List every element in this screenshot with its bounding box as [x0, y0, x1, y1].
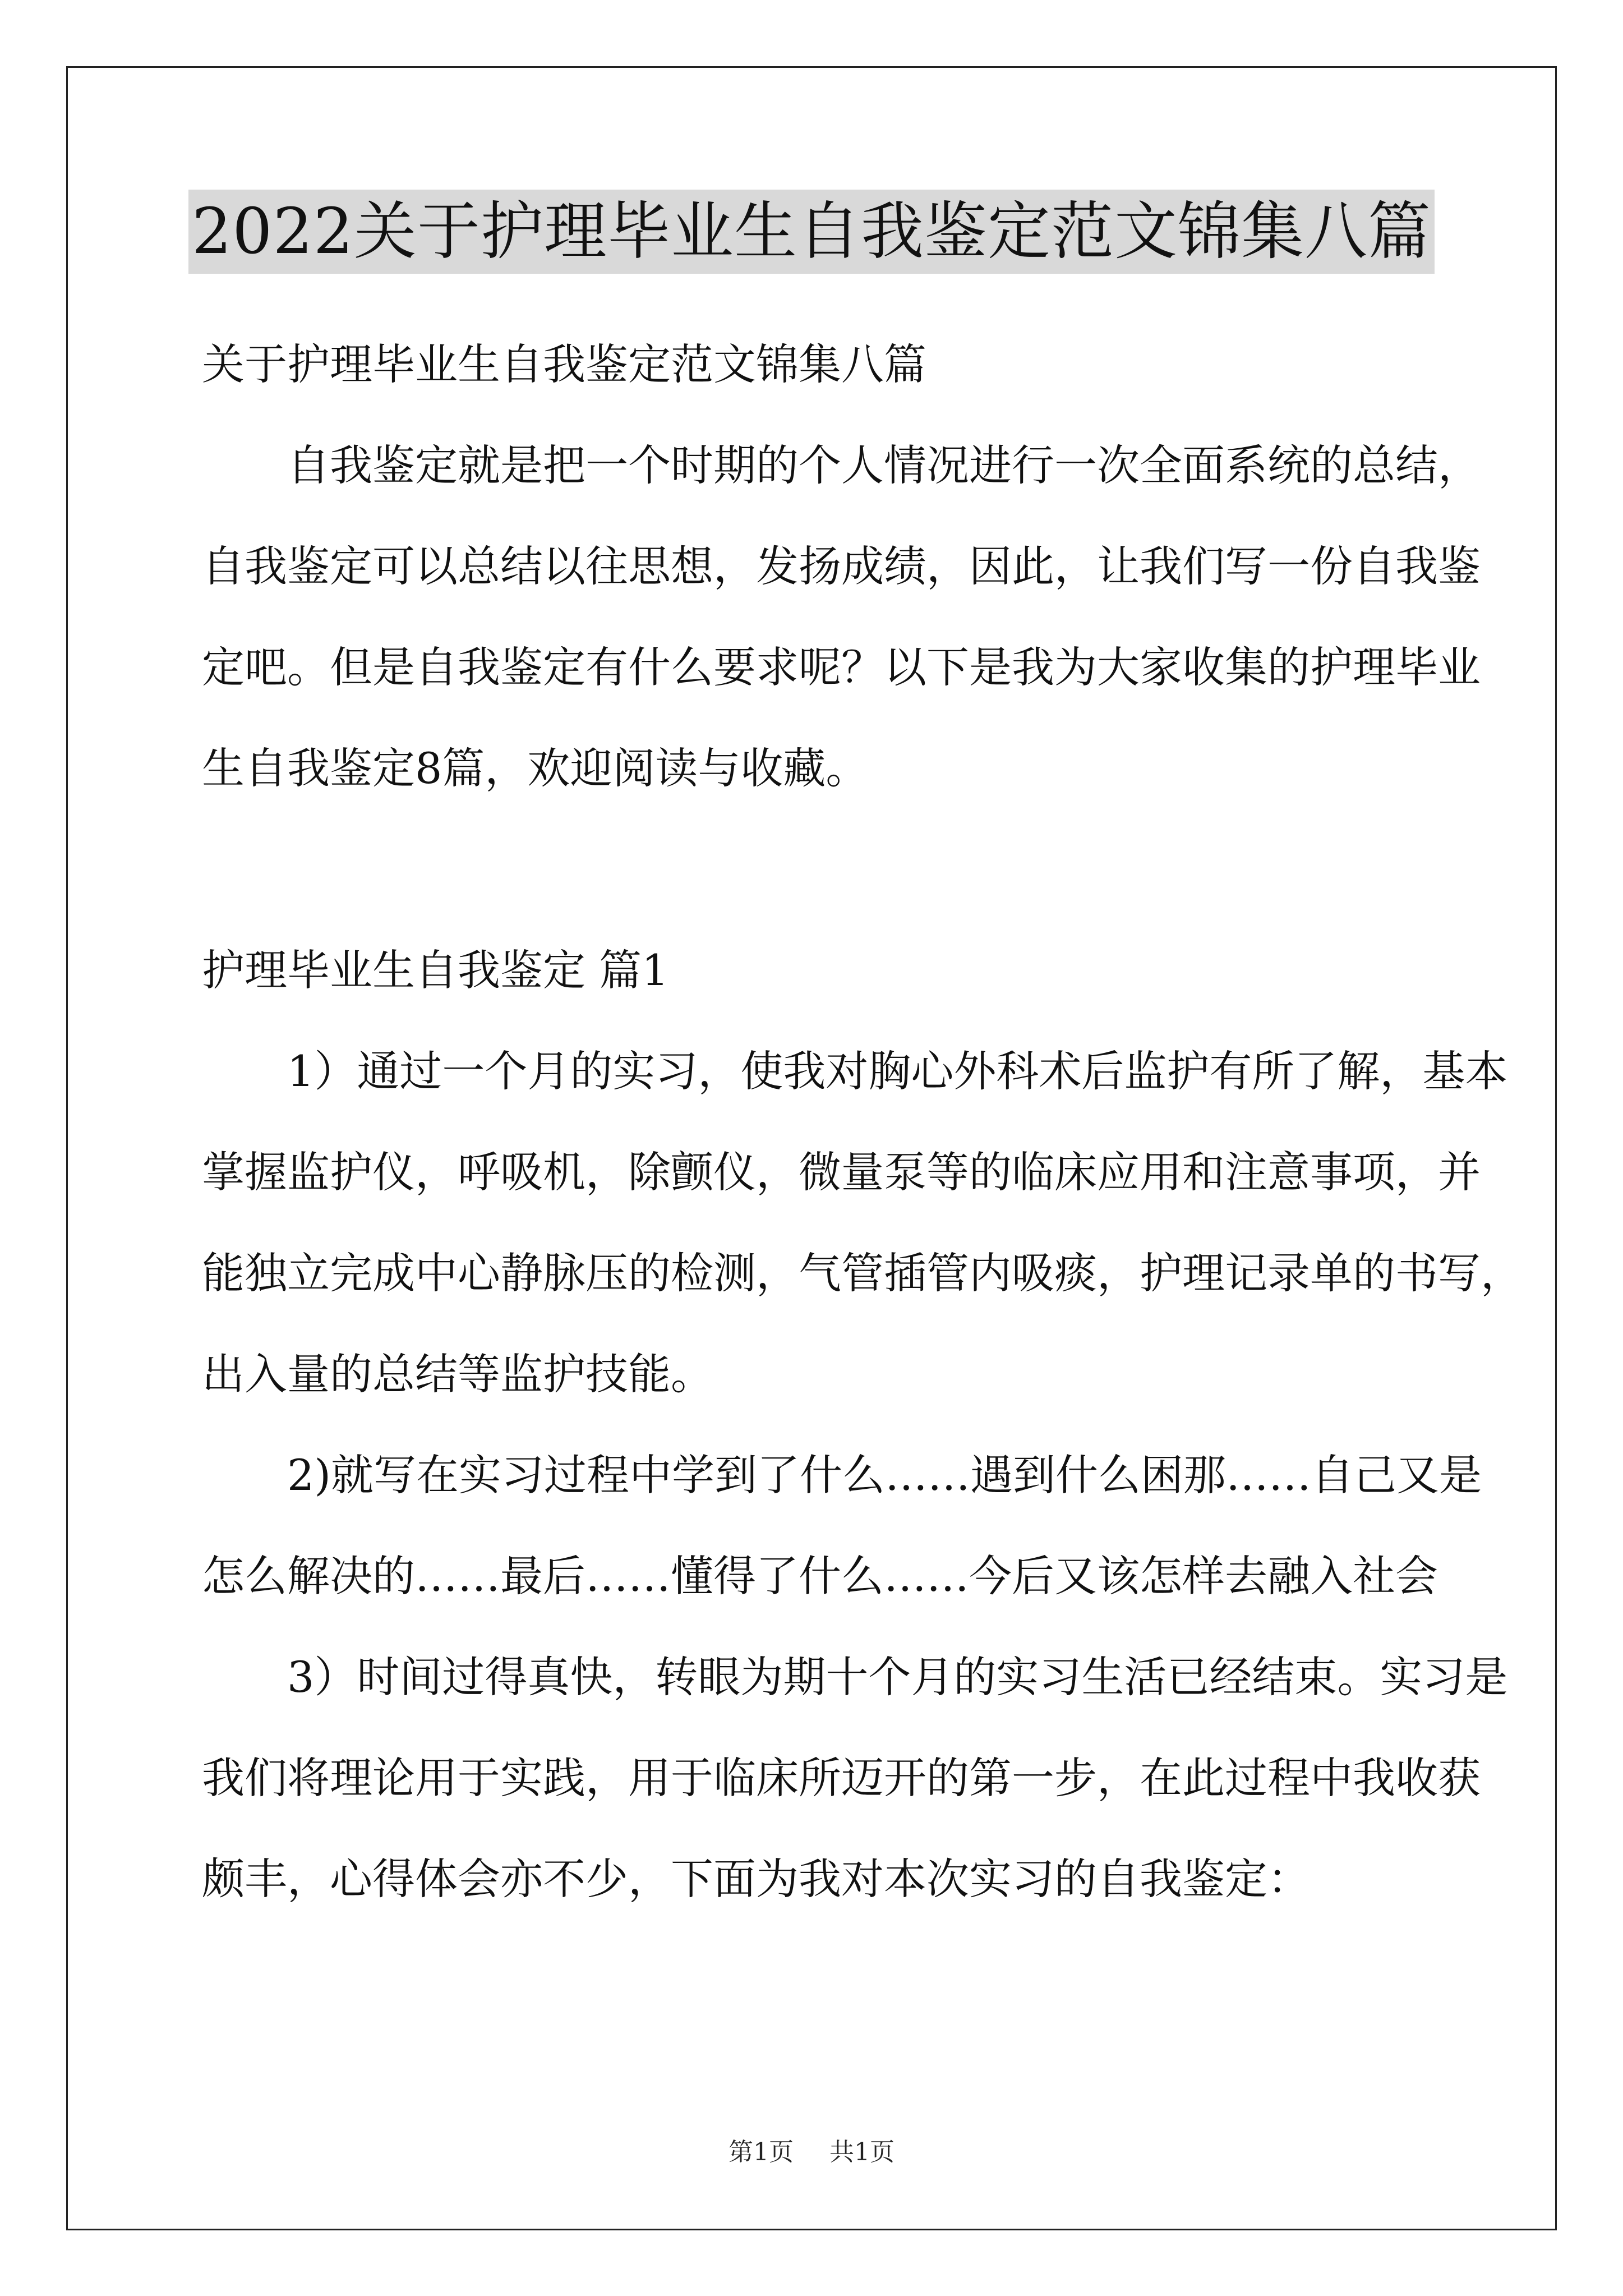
- paragraph-line: 能独立完成中心静脉压的检测，气管插管内吸痰，护理记录单的书写，: [202, 1248, 1523, 1298]
- page-footer: [0, 2132, 1623, 2168]
- paragraph-line: 我们将理论用于实践，用于临床所迈开的第一步，在此过程中我收获: [202, 1753, 1481, 1803]
- page-number: 第1页: [728, 2138, 794, 2166]
- paragraph-line: 怎么解决的……最后……懂得了什么……今后又该怎样去融入社会: [202, 1551, 1438, 1601]
- section-heading: 护理毕业生自我鉴定 篇1: [202, 945, 669, 995]
- intro-line: 生自我鉴定8篇，欢迎阅读与收藏。: [202, 743, 869, 793]
- paragraph-line: 出入量的总结等监护技能。: [202, 1349, 713, 1399]
- paragraph-line: 颇丰，心得体会亦不少，下面为我对本次实习的自我鉴定：: [202, 1854, 1310, 1904]
- paragraph-line: 3）时间过得真快，转眼为期十个月的实习生活已经结束。实习是: [287, 1652, 1508, 1702]
- intro-line: 定吧。但是自我鉴定有什么要求呢？以下是我为大家收集的护理毕业: [202, 642, 1481, 692]
- spacer: [202, 819, 1436, 920]
- paragraph-line: 2)就写在实习过程中学到了什么……遇到什么困那……自己又是: [287, 1450, 1482, 1500]
- subtitle: 关于护理毕业生自我鉴定范文锦集八篇: [202, 339, 926, 389]
- title-wrap: [0, 190, 1623, 274]
- document-title: 2022关于护理毕业生自我鉴定范文锦集八篇: [188, 190, 1435, 274]
- paragraph-line: 掌握监护仪，呼吸机，除颤仪，微量泵等的临床应用和注意事项，并: [202, 1147, 1481, 1197]
- document-body: [202, 314, 1523, 1930]
- paragraph-line: 1）通过一个月的实习，使我对胸心外科术后监护有所了解，基本: [287, 1046, 1508, 1096]
- page-total: 共1页: [829, 2138, 895, 2166]
- intro-line: 自我鉴定可以总结以往思想，发扬成绩，因此，让我们写一份自我鉴: [202, 541, 1481, 591]
- intro-line: 自我鉴定就是把一个时期的个人情况进行一次全面系统的总结，: [287, 440, 1481, 490]
